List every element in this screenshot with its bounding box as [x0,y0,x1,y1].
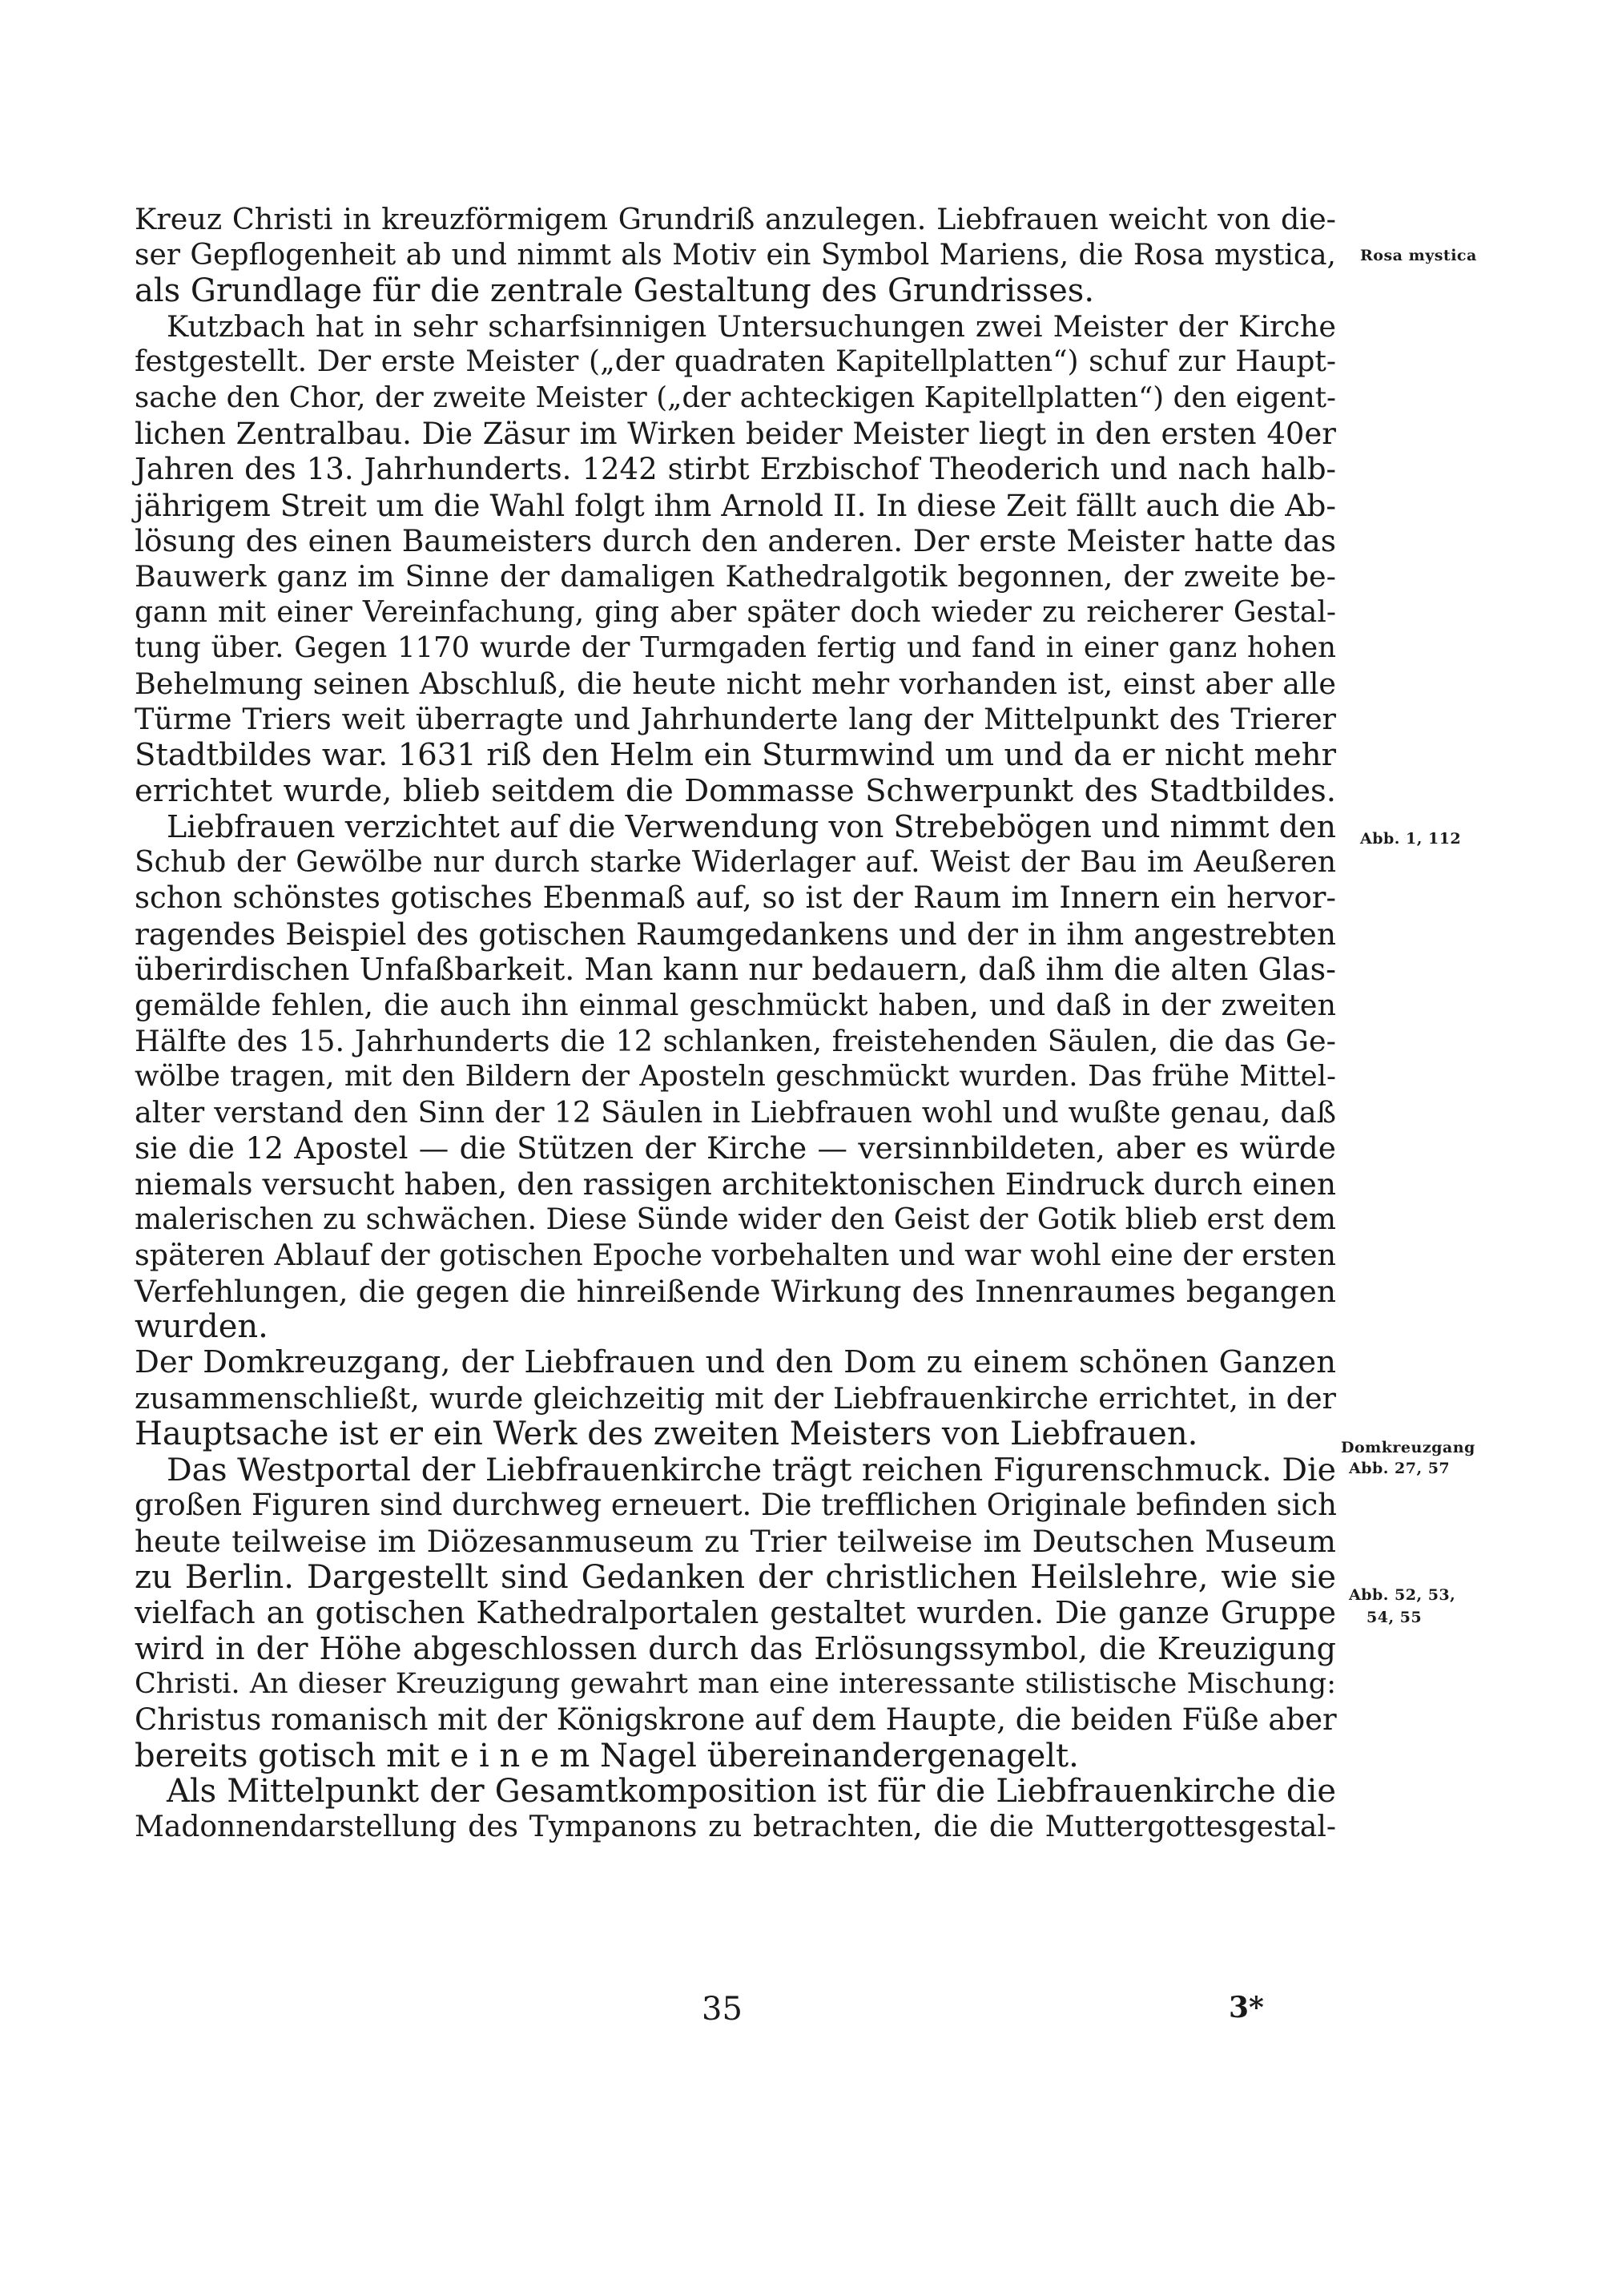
text-line: Jahren des 13. Jahrhunderts. 1242 stirbt Erzbischof Theoderich und nach halb- [135,452,1336,487]
text-line: zu Berlin. Dargestellt sind Gedanken der christlichen Heilslehre, wie sie [135,1558,1336,1596]
text-line: Madonnendarstellung des Tympanons zu betrachten, die die Muttergottesgestal- [135,1810,1336,1843]
text-line: gann mit einer Vereinfachung, ging aber später doch wieder zu reicherer Gestal- [135,595,1336,629]
text-line: Liebfrauen verzichtet auf die Verwendung von Strebebögen und nimmt den [167,809,1336,845]
text-line: Der Domkreuzgang, der Liebfrauen und den Dom zu einem schönen Ganzen [135,1344,1336,1380]
text-line: ragendes Beispiel des gotischen Raumgedankens und der in ihm angestrebten [135,916,1336,952]
text-line: festgestellt. Der erste Meister („der quadraten Kapitellplatten“) schuf zur Haupt- [135,345,1336,379]
text-line: ser Gepflogenheit ab und nimmt als Motiv ein Symbol Mariens, die Rosa mystica, [135,238,1336,272]
text-line: errichtet wurde, blieb seitdem die Dommasse Schwerpunkt des Stadtbildes. [135,772,1336,809]
text-line: jährigem Streit um die Wahl folgt ihm Arnold II. In diese Zeit fällt auch die Ab- [135,487,1336,523]
margin-note-abb-1-112: Abb. 1, 112 [1360,830,1462,848]
text-line: Bauwerk ganz im Sinne der damaligen Kathedralgotik begonnen, der zweite be- [135,558,1336,594]
page-number: 35 [702,1991,743,2028]
text-line: lichen Zentralbau. Die Zäsur im Wirken beider Meister liegt in den ersten 40er [135,416,1336,451]
margin-note-domkreuzgang: Domkreuzgang [1341,1439,1475,1456]
signature-mark: 3* [1229,1991,1264,2024]
text-line: Behelmung seinen Abschluß, die heute nicht mehr vorhanden ist, einst aber alle [135,666,1336,701]
text-line: malerischen zu schwächen. Diese Sünde wider den Geist der Gotik blieb erst dem [135,1202,1336,1236]
text-line: Hauptsache ist er ein Werk des zweiten Meisters von Liebfrauen. [135,1416,1198,1453]
text-line: Das Westportal der Liebfrauenkirche trägt reichen Figurenschmuck. Die [167,1451,1336,1488]
text-line: Christus romanisch mit der Königskrone auf dem Haupte, die beiden Füße aber [135,1702,1337,1737]
text-line: zusammenschließt, wurde gleichzeitig mit der Liebfrauenkirche errichtet, in der [135,1380,1336,1416]
text-line: wurden. [135,1308,268,1346]
text-line: Hälfte des 15. Jahrhunderts die 12 schlanken, freistehenden Säulen, die das Ge- [135,1023,1336,1058]
text-line: gemälde fehlen, die auch ihn einmal geschmückt haben, und daß in der zweiten [135,988,1336,1023]
text-line: überirdischen Unfaßbarkeit. Man kann nur bedauern, daß ihm die alten Glas- [135,952,1336,988]
text-line: großen Figuren sind durchweg erneuert. Die trefflichen Originale befinden sich [135,1488,1338,1523]
text-line: wölbe tragen, mit den Bildern der Aposteln geschmückt wurden. Das frühe Mittel- [135,1060,1336,1094]
text-line: alter verstand den Sinn der 12 Säulen in Liebfrauen wohl und wußte genau, daß [135,1094,1336,1130]
margin-note-abb-27-57: Abb. 27, 57 [1349,1460,1451,1477]
margin-note-rosa-mystica: Rosa mystica [1360,247,1477,264]
text-line: Kreuz Christi in kreuzförmigem Grundriß anzulegen. Liebfrauen weicht von die- [135,202,1336,236]
body-text [135,202,1336,1845]
text-line: lösung des einen Baumeisters durch den anderen. Der erste Meister hatte das [135,523,1336,559]
text-line: wird in der Höhe abgeschlossen durch das Erlösungssymbol, die Kreuzigung [135,1630,1336,1666]
text-line: Stadtbildes war. 1631 riß den Helm ein Sturmwind um und da er nicht mehr [135,736,1336,773]
text-line: Schub der Gewölbe nur durch starke Widerlager auf. Weist der Bau im Aeußeren [135,845,1336,879]
text-line: Türme Triers weit überragte und Jahrhunderte lang der Mittelpunkt des Trierer [135,702,1336,737]
margin-note-abb-54-55: 54, 55 [1367,1609,1423,1626]
text-line: bereits gotisch mit e i n e m Nagel übereinandergenagelt. [135,1737,1079,1774]
text-line: schon schönstes gotisches Ebenmaß auf, so ist der Raum im Innern ein hervor- [135,880,1336,916]
text-line: Kutzbach hat in sehr scharfsinnigen Untersuchungen zwei Meister der Kirche [167,308,1336,344]
text-line: Christi. An dieser Kreuzigung gewahrt man eine interessante stilistische Mischung: [135,1668,1336,1701]
text-line: Verfehlungen, die gegen die hinreißende Wirkung des Innenraumes begangen [135,1273,1336,1309]
text-line: sache den Chor, der zweite Meister („der achteckigen Kapitellplatten“) den eigent- [135,381,1336,414]
text-line: späteren Ablauf der gotischen Epoche vorbehalten und war wohl eine der ersten [135,1238,1336,1273]
text-line: als Grundlage für die zentrale Gestaltung des Grundrisses. [135,272,1095,310]
text-line: niemals versucht haben, den rassigen architektonischen Eindruck durch einen [135,1166,1336,1202]
margin-note-abb-52-53: Abb. 52, 53, [1349,1586,1456,1604]
text-line: sie die 12 Apostel — die Stützen der Kirche — versinnbildeten, aber es würde [135,1130,1336,1166]
text-line: tung über. Gegen 1170 wurde der Turmgaden fertig und fand in einer ganz hohen [135,631,1336,665]
text-line: heute teilweise im Diözesanmuseum zu Trier teilweise im Deutschen Museum [135,1523,1336,1559]
text-line: vielfach an gotischen Kathedralportalen gestaltet wurden. Die ganze Gruppe [135,1595,1336,1631]
text-line: Als Mittelpunkt der Gesamtkomposition ist für die Liebfrauenkirche die [167,1773,1336,1811]
